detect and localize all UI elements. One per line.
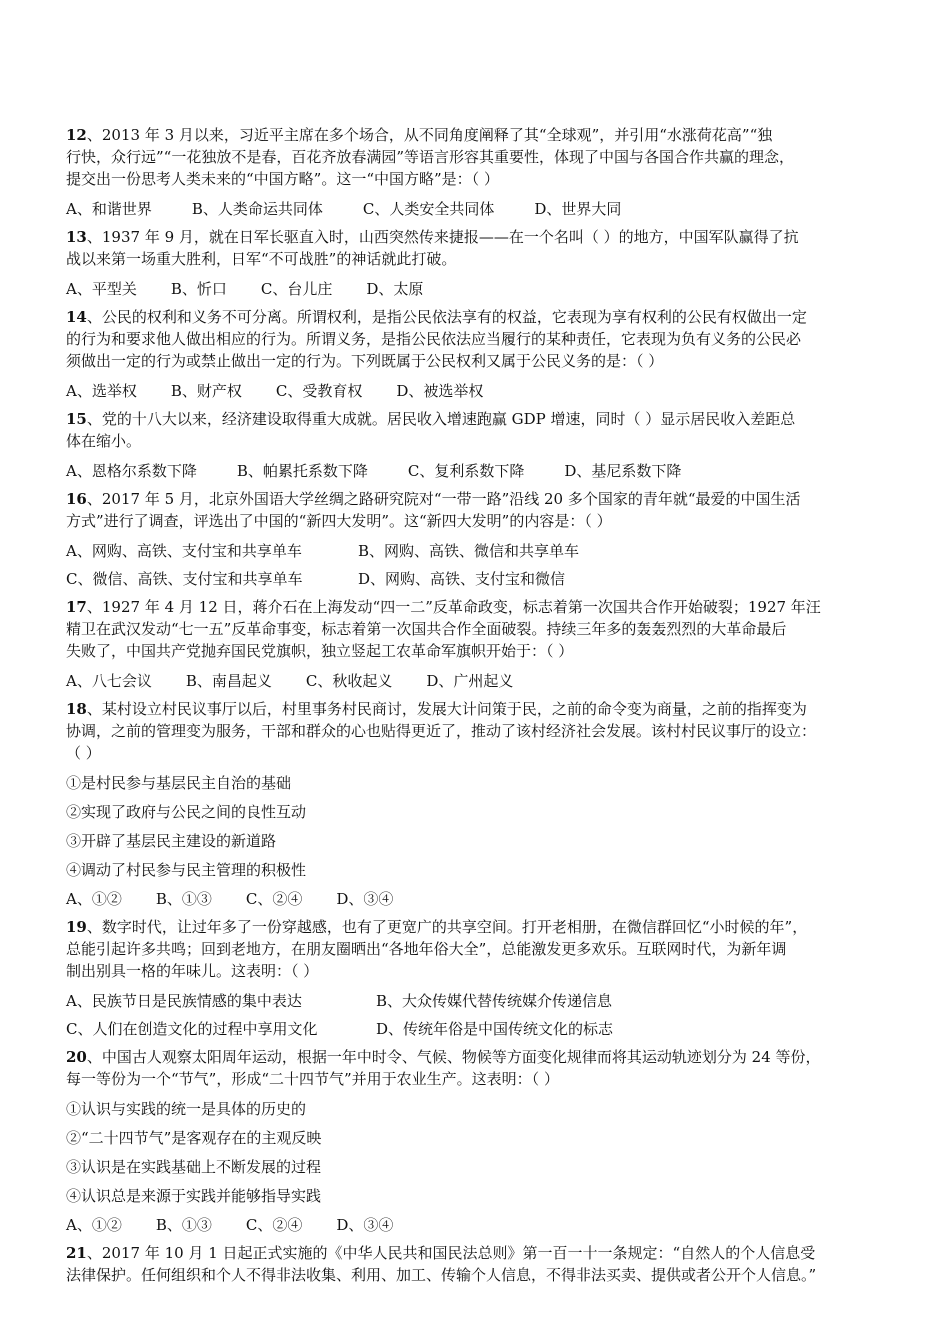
question-13 — [66, 226, 886, 300]
question-stem: 13、1937 年 9 月，就在日军长驱直入时，山西突然传来捷报——在一个名叫（ ）的地方，中国军队赢得了抗 战以来第一场重大胜利，日军“不可战胜”的神话就此打破。 — [66, 228, 799, 268]
option-b: B、人类命运共同体 — [191, 200, 323, 218]
option-d: D、③④ — [336, 1216, 394, 1234]
option-a: A、①② — [66, 890, 122, 908]
option-a: A、恩格尔系数下降 — [66, 462, 197, 480]
question-18 — [66, 698, 886, 910]
question-number: 15 — [66, 410, 87, 428]
option-d: D、太原 — [366, 280, 424, 298]
options-row — [66, 380, 886, 402]
option-c: C、台儿庄 — [260, 280, 333, 298]
question-stem: 14、公民的权利和义务不可分离。所谓权利，是指公民依法享有的权益，它表现为享有权利的公民有权做出一定 的行为和要求他人做出相应的行为。所谓义务，是指公民依法应当履行的某种责任，它表现为负有义务的公民必 须做出一定的行为或禁止做出一定的行为。下列既属于公民权利又属于公民义务的是：（ ） — [66, 308, 807, 370]
question-stem: 12、2013 年 3 月以来，习近平主席在多个场合，从不同角度阐释了其“全球观”，并引用“水涨荷花高”“独 行快，众行远”“一花独放不是春，百花齐放春满园”等语言形容其重要性，体现了中国与各国合作共赢的理念， 提交出一份思考人类未来的“中国方略”。这一“中国方略”是：（ ） — [66, 126, 795, 188]
option-d: D、网购、高铁、支付宝和微信 — [358, 570, 566, 588]
option-c: C、微信、高铁、支付宝和共享单车 — [66, 570, 303, 588]
question-stem: 19、数字时代，让过年多了一份穿越感，也有了更宽广的共享空间。打开老相册，在微信群回忆“小时候的年”， 总能引起许多共鸣；回到老地方，在朋友圈晒出“各地年俗大全”，总能激发更多欢乐。互联网时代，为新年调 制出别具一格的年味儿。这表明：（ ） — [66, 918, 808, 980]
option-d: D、被选举权 — [396, 382, 484, 400]
option-d: D、世界大同 — [534, 200, 622, 218]
option-c: C、秋收起义 — [305, 672, 393, 690]
question-20 — [66, 1046, 886, 1236]
statement-4: ④认识总是来源于实践并能够指导实践 — [66, 1187, 322, 1205]
question-number: 12 — [66, 126, 87, 144]
statement-1: ①认识与实践的统一是具体的历史的 — [66, 1100, 307, 1118]
option-a: A、①② — [66, 1216, 122, 1234]
option-b: B、①③ — [155, 1216, 212, 1234]
statement-2: ②实现了政府与公民之间的良性互动 — [66, 803, 307, 821]
statement-2: ②“二十四节气”是客观存在的主观反映 — [66, 1129, 322, 1147]
options-row — [66, 1018, 886, 1040]
question-stem: 16、2017 年 5 月，北京外国语大学丝绸之路研究院对“一带一路”沿线 20 多个国家的青年就“最爱的中国生活 方式”进行了调查，评选出了中国的“新四大发明”。这“新四大发明”的内容是：（ ） — [66, 490, 801, 530]
question-number: 17 — [66, 598, 87, 616]
question-number: 16 — [66, 490, 87, 508]
option-b: B、大众传媒代替传统媒介传递信息 — [376, 992, 613, 1010]
options-row — [66, 670, 886, 692]
option-b: B、网购、高铁、微信和共享单车 — [358, 542, 580, 560]
option-d: D、③④ — [336, 890, 394, 908]
option-b: B、南昌起义 — [185, 672, 272, 690]
question-stem: 20、中国古人观察太阳周年运动，根据一年中时令、气候、物候等方面变化规律而将其运动轨迹划分为 24 等份， 每一等份为一个“节气”，形成“二十四节气”并用于农业生产。这表明：（ ） — [66, 1048, 821, 1088]
option-b: B、帕累托系数下降 — [236, 462, 368, 480]
options-row — [66, 278, 886, 300]
option-c: C、②④ — [245, 1216, 303, 1234]
question-17 — [66, 596, 886, 692]
option-c: C、复利系数下降 — [407, 462, 525, 480]
question-number: 13 — [66, 228, 87, 246]
option-c: C、人类安全共同体 — [362, 200, 495, 218]
statement-3: ③认识是在实践基础上不断发展的过程 — [66, 1158, 322, 1176]
question-number: 20 — [66, 1048, 87, 1066]
question-stem: 15、党的十八大以来，经济建设取得重大成就。居民收入增速跑赢 GDP 增速，同时（ ）显示居民收入差距总 体在缩小。 — [66, 410, 796, 450]
question-14 — [66, 306, 886, 402]
option-a: A、民族节日是民族情感的集中表达 — [66, 992, 302, 1010]
option-a: A、选举权 — [66, 382, 137, 400]
question-16 — [66, 488, 886, 590]
question-number: 14 — [66, 308, 87, 326]
option-d: D、基尼系数下降 — [564, 462, 682, 480]
question-19 — [66, 916, 886, 1040]
option-a: A、八七会议 — [66, 672, 152, 690]
question-stem: 21、2017 年 10 月 1 日起正式实施的《中华人民共和国民法总则》第一百一十一条规定：“自然人的个人信息受 法律保护。任何组织和个人不得非法收集、利用、加工、传输个人信息，不得非法买卖、提供或者公开个人信息。” — [66, 1244, 817, 1284]
question-stem: 17、1927 年 4 月 12 日，蒋介石在上海发动“四一二”反革命政变，标志着第一次国共合作开始破裂；1927 年汪 精卫在武汉发动“七一五”反革命事变，标志着第一次国共合作全面破裂。持续三年多的轰轰烈烈的大革命最后 失败了，中国共产党抛弃国民党旗帜，独立竖起工农革命军旗帜开始于：（ ） — [66, 598, 821, 660]
options-row — [66, 568, 886, 590]
option-c: C、②④ — [245, 890, 303, 908]
question-number: 21 — [66, 1244, 87, 1262]
option-b: B、财产权 — [170, 382, 242, 400]
options-row — [66, 198, 886, 220]
option-b: B、忻口 — [170, 280, 227, 298]
statement-1: ①是村民参与基层民主自治的基础 — [66, 774, 292, 792]
option-b: B、①③ — [155, 890, 212, 908]
options-row — [66, 990, 886, 1012]
option-a: A、网购、高铁、支付宝和共享单车 — [66, 542, 302, 560]
options-row — [66, 540, 886, 562]
options-row — [66, 460, 886, 482]
option-a: A、和谐世界 — [66, 200, 152, 218]
question-12 — [66, 124, 886, 220]
options-row — [66, 1214, 886, 1236]
question-number: 18 — [66, 700, 87, 718]
question-number: 19 — [66, 918, 87, 936]
question-stem: 18、某村设立村民议事厅以后，村里事务村民商讨，发展大计问策于民，之前的命令变为商量，之前的指挥变为 协调，之前的管理变为服务，干部和群众的心也贴得更近了，推动了该村经济社会发展。该村村民议事厅的设立： （ ） — [66, 700, 817, 762]
option-a: A、平型关 — [66, 280, 137, 298]
option-d: D、传统年俗是中国传统文化的标志 — [376, 1020, 614, 1038]
option-c: C、受教育权 — [275, 382, 363, 400]
options-row — [66, 888, 886, 910]
statement-4: ④调动了村民参与民主管理的积极性 — [66, 861, 307, 879]
question-21 — [66, 1242, 886, 1286]
option-d: D、广州起义 — [426, 672, 514, 690]
statement-3: ③开辟了基层民主建设的新道路 — [66, 832, 277, 850]
question-15 — [66, 408, 886, 482]
option-c: C、人们在创造文化的过程中享用文化 — [66, 1020, 318, 1038]
